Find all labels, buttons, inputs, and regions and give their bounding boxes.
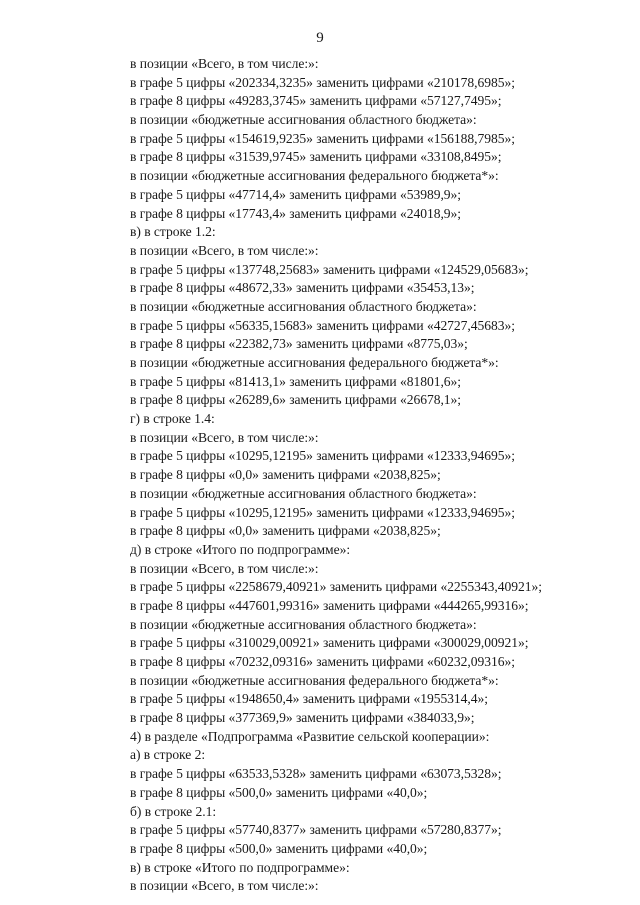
text-line: в позиции «бюджетные ассигнования областного бюджета»: <box>130 298 477 314</box>
text-line: в позиции «Всего, в том числе:»: <box>130 878 319 894</box>
document-body <box>130 55 630 896</box>
text-line: в позиции «бюджетные ассигнования областного бюджета»: <box>130 485 477 501</box>
text-line: в графе 5 цифры «1948650,4» заменить цифрами «1955314,4»; <box>130 691 488 707</box>
text-line: в позиции «Всего, в том числе:»: <box>130 560 319 576</box>
text-line: в графе 8 цифры «447601,99316» заменить цифрами «444265,99316»; <box>130 597 529 613</box>
text-line: в графе 5 цифры «137748,25683» заменить цифрами «124529,05683»; <box>130 261 529 277</box>
text-line: в графе 5 цифры «202334,3235» заменить цифрами «210178,6985»; <box>130 74 515 90</box>
text-line: в позиции «Всего, в том числе:»: <box>130 242 319 258</box>
text-line: в графе 5 цифры «57740,8377» заменить цифрами «57280,8377»; <box>130 822 502 838</box>
subsection-heading: б) в строке 2.1: <box>130 803 217 819</box>
subsection-heading: г) в строке 1.4: <box>130 411 215 427</box>
section-heading: 4) в разделе «Подпрограмма «Развитие сельской кооперации»: <box>130 728 490 744</box>
text-line: в позиции «бюджетные ассигнования федерального бюджета*»: <box>130 168 499 184</box>
text-line: в графе 8 цифры «377369,9» заменить цифрами «384033,9»; <box>130 710 475 726</box>
page-number: 9 <box>316 30 324 46</box>
subsection-heading: в) в строке «Итого по подпрограмме»: <box>130 859 350 875</box>
text-line: в позиции «бюджетные ассигнования федерального бюджета*»: <box>130 672 499 688</box>
text-line: в графе 8 цифры «0,0» заменить цифрами «2038,825»; <box>130 523 441 539</box>
text-line: в графе 8 цифры «500,0» заменить цифрами «40,0»; <box>130 840 428 856</box>
text-line: в графе 8 цифры «49283,3745» заменить цифрами «57127,7495»; <box>130 93 502 109</box>
text-line: в графе 5 цифры «47714,4» заменить цифрами «53989,9»; <box>130 186 462 202</box>
text-line: в позиции «бюджетные ассигнования федерального бюджета*»: <box>130 355 499 370</box>
text-line: в графе 8 цифры «500,0» заменить цифрами «40,0»; <box>130 784 428 800</box>
text-line: в графе 5 цифры «154619,9235» заменить цифрами «156188,7985»; <box>130 130 515 146</box>
text-line: в графе 8 цифры «0,0» заменить цифрами «2038,825»; <box>130 467 441 483</box>
text-line: в графе 8 цифры «26289,6» заменить цифрами «26678,1»; <box>130 392 462 408</box>
text-line: в графе 8 цифры «70232,09316» заменить цифрами «60232,09316»; <box>130 654 515 669</box>
text-line: в позиции «Всего, в том числе:»: <box>130 56 319 71</box>
text-line: в позиции «Всего, в том числе:»: <box>130 429 319 445</box>
text-line: в позиции «бюджетные ассигнования областного бюджета»: <box>130 112 477 128</box>
text-line: в графе 8 цифры «31539,9745» заменить цифрами «33108,8495»; <box>130 149 502 165</box>
text-line: в позиции «бюджетные ассигнования областного бюджета»: <box>130 616 477 632</box>
text-line: в графе 5 цифры «10295,12195» заменить цифрами «12333,94695»; <box>130 504 515 520</box>
text-line: в графе 5 цифры «10295,12195» заменить цифрами «12333,94695»; <box>130 448 515 464</box>
text-line: в графе 5 цифры «81413,1» заменить цифрами «81801,6»; <box>130 373 462 389</box>
subsection-heading: д) в строке «Итого по подпрограмме»: <box>130 541 351 557</box>
subsection-heading: а) в строке 2: <box>130 747 206 763</box>
text-line: в графе 5 цифры «2258679,40921» заменить цифрами «2255343,40921»; <box>130 579 542 595</box>
subsection-heading: в) в строке 1.2: <box>130 224 216 240</box>
text-line: в графе 5 цифры «56335,15683» заменить цифрами «42727,45683»; <box>130 317 515 333</box>
text-line: в графе 8 цифры «17743,4» заменить цифрами «24018,9»; <box>130 205 462 221</box>
text-line: в графе 5 цифры «63533,5328» заменить цифрами «63073,5328»; <box>130 766 502 782</box>
text-line: в графе 8 цифры «22382,73» заменить цифрами «8775,03»; <box>130 336 468 352</box>
text-line: в графе 5 цифры «310029,00921» заменить цифрами «300029,00921»; <box>130 635 529 651</box>
text-line: в графе 8 цифры «48672,33» заменить цифрами «35453,13»; <box>130 280 475 296</box>
